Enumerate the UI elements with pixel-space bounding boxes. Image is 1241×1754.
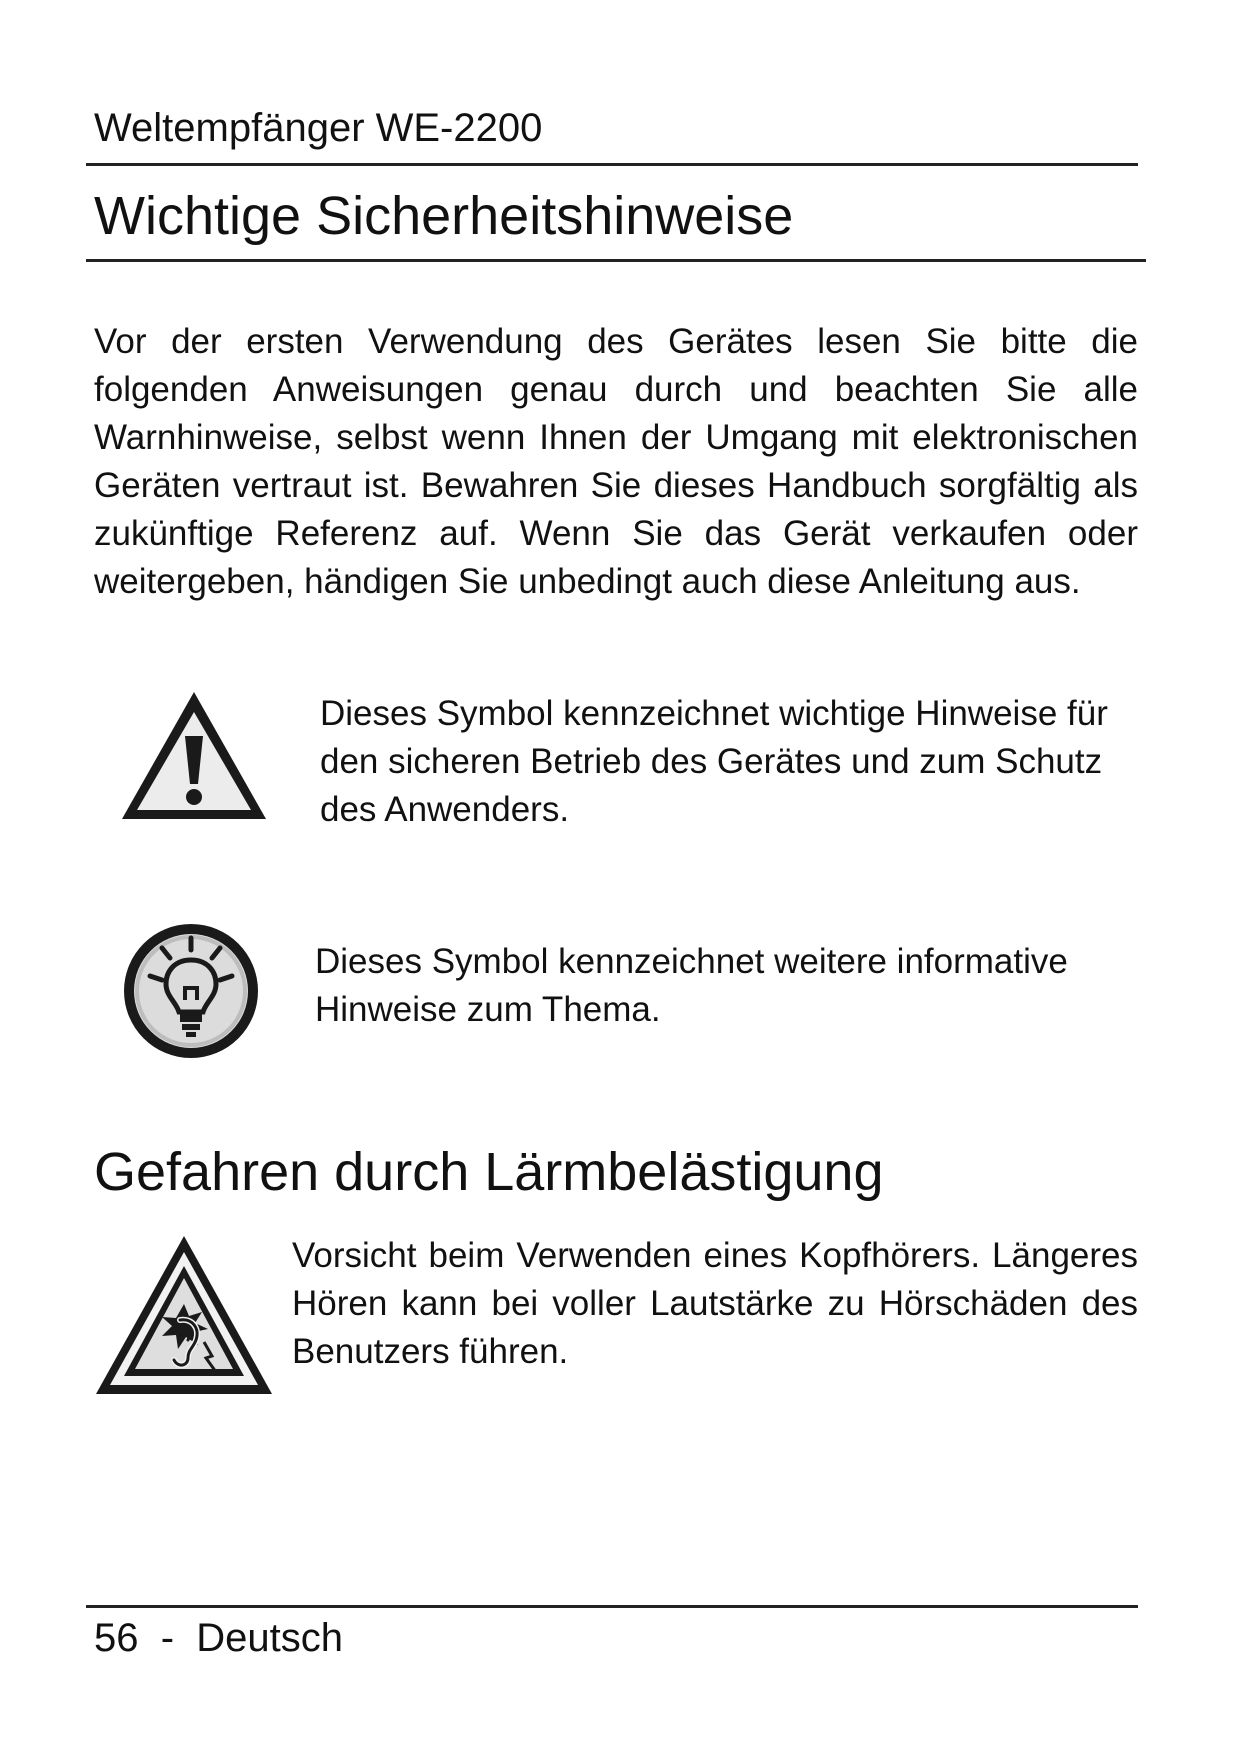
notice-info-text: Dieses Symbol kennzeichnet weitere informative Hinweise zum Thema.	[315, 942, 1068, 1029]
footer-separator: -	[160, 1616, 175, 1660]
hearing-warning-icon	[92, 1232, 276, 1398]
header-divider	[86, 163, 1138, 166]
noise-warning-text: Vorsicht beim Verwenden eines Kopfhörers. Längeres Hören kann bei voller Lautstärke zu Hörschäden des Benutzers führen.	[292, 1236, 1138, 1371]
lightbulb-icon	[120, 920, 262, 1062]
notice-warning-text: Dieses Symbol kennzeichnet wichtige Hinweise für den sicheren Betrieb des Gerätes und zum Schutz des Anwenders.	[320, 694, 1108, 829]
footer-language: Deutsch	[196, 1616, 344, 1660]
warning-triangle-icon	[118, 688, 270, 823]
intro-paragraph: Vor der ersten Verwendung des Gerätes lesen Sie bitte die folgenden Anweisungen genau durch und beachten Sie alle Warnhinweise, selbst wenn Ihnen der Umgang mit elektronischen Geräten vertraut ist. Bewahren Sie dieses Handbuch sorgfältig als zukünftige Referenz auf. Wenn Sie das Gerät verkaufen oder weitergeben, händigen Sie unbedingt auch diese Anleitung aus.	[94, 322, 1138, 601]
running-header: Weltempfänger WE-2200	[94, 106, 543, 150]
title-divider	[86, 259, 1146, 262]
page-footer	[94, 1614, 343, 1662]
page-title: Wichtige Sicherheitshinweise	[94, 186, 794, 246]
page-number: 56	[94, 1616, 139, 1660]
section-title-noise: Gefahren durch Lärmbelästigung	[94, 1142, 884, 1202]
footer-divider	[86, 1605, 1138, 1608]
